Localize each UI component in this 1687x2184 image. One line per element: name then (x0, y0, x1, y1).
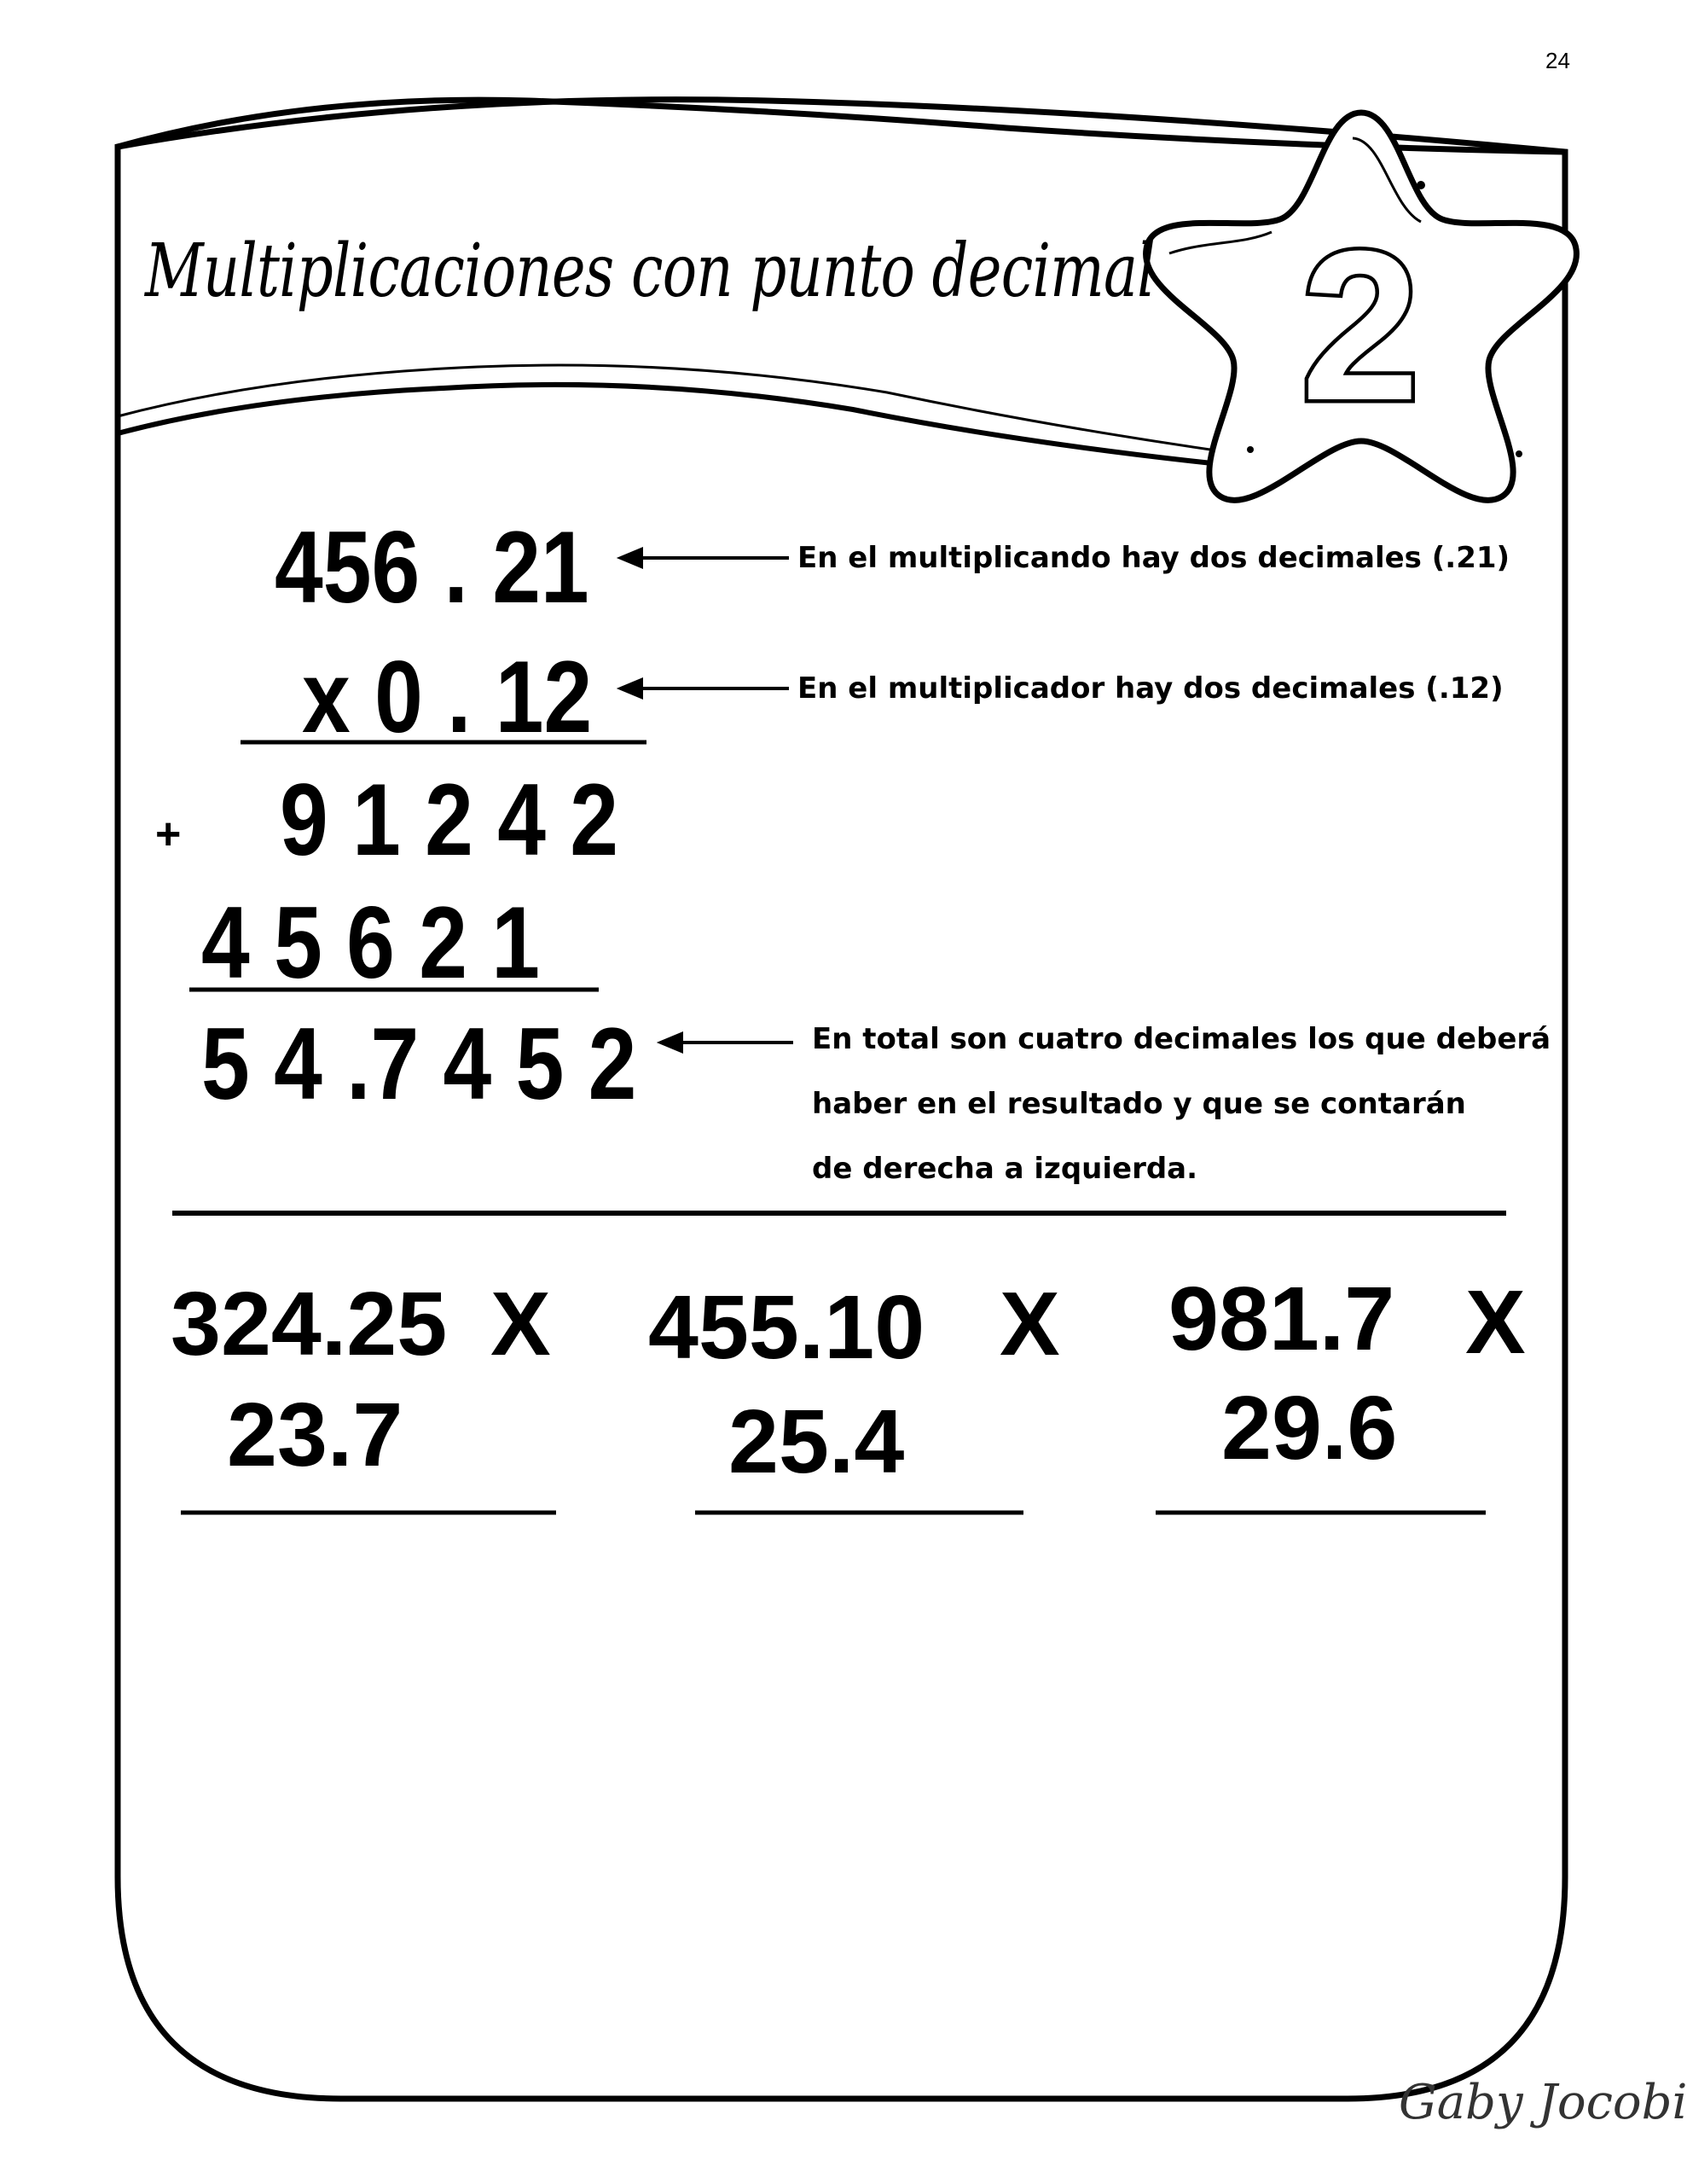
svg-text:2: 2 (1301, 229, 1420, 425)
arrow-multiplier (621, 680, 789, 697)
note-result-line-1: En total son cuatro decimales los que deberá (812, 1022, 1551, 1056)
badge-number (1292, 229, 1429, 425)
note-multiplicand: En el multiplicando hay dos decimales (.21) (797, 541, 1510, 575)
arrow-multiplicand (621, 549, 789, 566)
example-multiplier: x 0 . 12 (302, 640, 593, 754)
example-multiplicand: 456 . 21 (275, 510, 589, 624)
exercise-3-top: 981.7 (1168, 1269, 1395, 1369)
arrow-result (661, 1034, 793, 1051)
page-title: Multiplicaciones con punto decimal (145, 229, 1155, 314)
exercise-2-sign: X (1000, 1274, 1060, 1374)
exercise-1-top: 324.25 (171, 1274, 448, 1374)
example-partial-2: 4 5 6 2 1 (201, 886, 541, 1000)
exercise-1-bottom: 23.7 (227, 1385, 403, 1485)
example-partial-1: 9 1 2 4 2 (280, 763, 619, 877)
note-multiplier: En el multiplicador hay dos decimales (.12) (797, 671, 1504, 706)
author-signature: Gaby Jocobi (1399, 2075, 1687, 2130)
plus-sign: + (155, 810, 182, 859)
note-result-line-3: de derecha a izquierda. (812, 1152, 1198, 1186)
example-result: 5 4 .7 4 5 2 (201, 1007, 637, 1121)
exercise-3-sign: X (1465, 1272, 1526, 1373)
exercise-1-sign: X (490, 1274, 551, 1374)
exercise-2-top: 455.10 (648, 1277, 925, 1378)
note-result-line-2: haber en el resultado y que se contarán (812, 1087, 1466, 1121)
banner-wave-2 (118, 365, 1228, 452)
exercise-3-bottom: 29.6 (1221, 1378, 1398, 1478)
exercise-2-bottom: 25.4 (728, 1391, 905, 1492)
page-number: 24 (1545, 48, 1570, 73)
